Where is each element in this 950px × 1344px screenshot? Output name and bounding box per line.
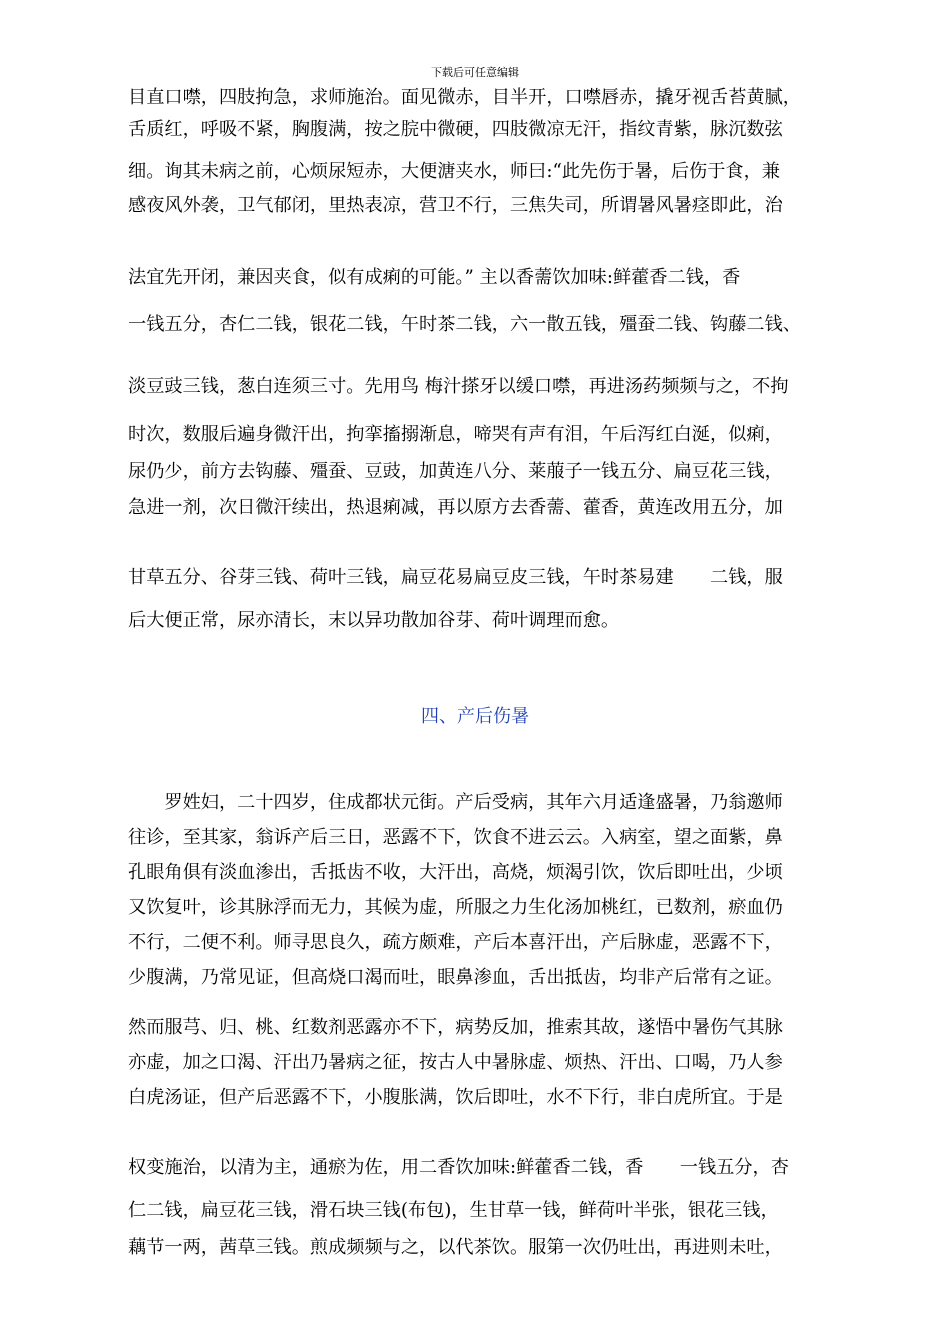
text-line: 法宜先开闭，兼因夹食，似有成痢的可能。” 主以香薷饮加味:鲜藿香二钱，香	[128, 267, 741, 288]
page-header: 下载后可任意编辑	[431, 66, 519, 79]
text-line: 时次，数服后遍身微汗出，拘挛搐搦渐息，啼哭有声有泪，午后泻红白涎，似痢，	[128, 424, 783, 445]
text-line: 往诊，至其家，翁诉产后三日，恶露不下，饮食不进云云。入病室，望之面紫，鼻	[128, 827, 783, 848]
text-line: 舌质红，呼吸不紧，胸腹满，按之脘中微硬，四肢微凉无汗，指纹青紫，脉沉数弦	[128, 119, 783, 140]
text-line: 细。询其未病之前，心烦尿短赤，大便溏夹水，师曰:“此先伤于暑，后伤于食，兼	[128, 161, 780, 182]
text-line: 淡豆豉三钱，葱白连须三寸。先用鸟 梅汁搽牙以缓口噤，再进汤药频频与之，不拘	[128, 376, 789, 397]
text-line: 急进一剂，次日微汗续出，热退痢减，再以原方去香薷、藿香，黄连改用五分，加	[128, 497, 783, 518]
text-line: 权变施治，以清为主，通瘀为佐，用二香饮加味:鲜藿香二钱，香 一钱五分，杏	[128, 1157, 789, 1178]
text-line: 罗姓妇，二十四岁，住成都状元街。产后受病，其年六月适逢盛暑，乃翁邀师	[128, 792, 783, 813]
text-line: 仁二钱，扁豆花三钱，滑石块三钱(布包)，生甘草一钱，鲜荷叶半张，银花三钱，	[128, 1200, 779, 1221]
section-title: 四、产后伤暑	[421, 706, 529, 727]
text-line: 亦虚，加之口渴、汗出乃暑病之征，按古人中暑脉虚、烦热、汗出、口喝，乃人参	[128, 1052, 783, 1073]
text-line: 藕节一两，茜草三钱。煎成频频与之，以代茶饮。服第一次仍吐出，再进则未吐，	[128, 1237, 783, 1258]
text-line: 尿仍少，前方去钩藤、殭蚕、豆豉，加黄连八分、莱菔子一钱五分、扁豆花三钱，	[128, 461, 783, 482]
text-line: 甘草五分、谷芽三钱、荷叶三钱，扁豆花易扁豆皮三钱，午时茶易建 二钱，服	[128, 567, 783, 588]
text-line: 孔眼角俱有淡血渗出，舌抵齿不收，大汗出，高烧，烦渴引饮，饮后即吐出，少顷	[128, 862, 783, 883]
text-line: 然而服芎、归、桃、红数剂恶露亦不下，病势反加，推索其故，遂悟中暑伤气其脉	[128, 1017, 783, 1038]
text-line: 不行，二便不利。师寻思良久，疏方颇难，产后本喜汗出，产后脉虚，恶露不下，	[128, 932, 783, 953]
text-line: 又饮复叶，诊其脉浮而无力，其候为虚，所服之力生化汤加桃红，已数剂，瘀血仍	[128, 897, 783, 918]
text-line: 少腹满，乃常见证，但高烧口渴而吐，眼鼻渗血，舌出抵齿，均非产后常有之证。	[128, 967, 783, 988]
text-line: 目直口噤，四肢拘急，求师施治。面见微赤，目半开，口噤唇赤，撬牙视舌苔黄腻，	[128, 87, 801, 108]
text-line: 一钱五分，杏仁二钱，银花二钱，午时茶二钱，六一散五钱，殭蚕二钱、钩藤二钱、	[128, 314, 801, 335]
text-line: 感夜风外袭，卫气郁闭，里热表凉，营卫不行，三焦失司，所谓暑风暑痉即此，治	[128, 195, 783, 216]
text-line: 后大便正常，尿亦清长，末以异功散加谷芽、荷叶调理而愈。	[128, 610, 620, 631]
text-line: 白虎汤证，但产后恶露不下，小腹胀满，饮后即吐，水不下行，非白虎所宜。于是	[128, 1087, 783, 1108]
